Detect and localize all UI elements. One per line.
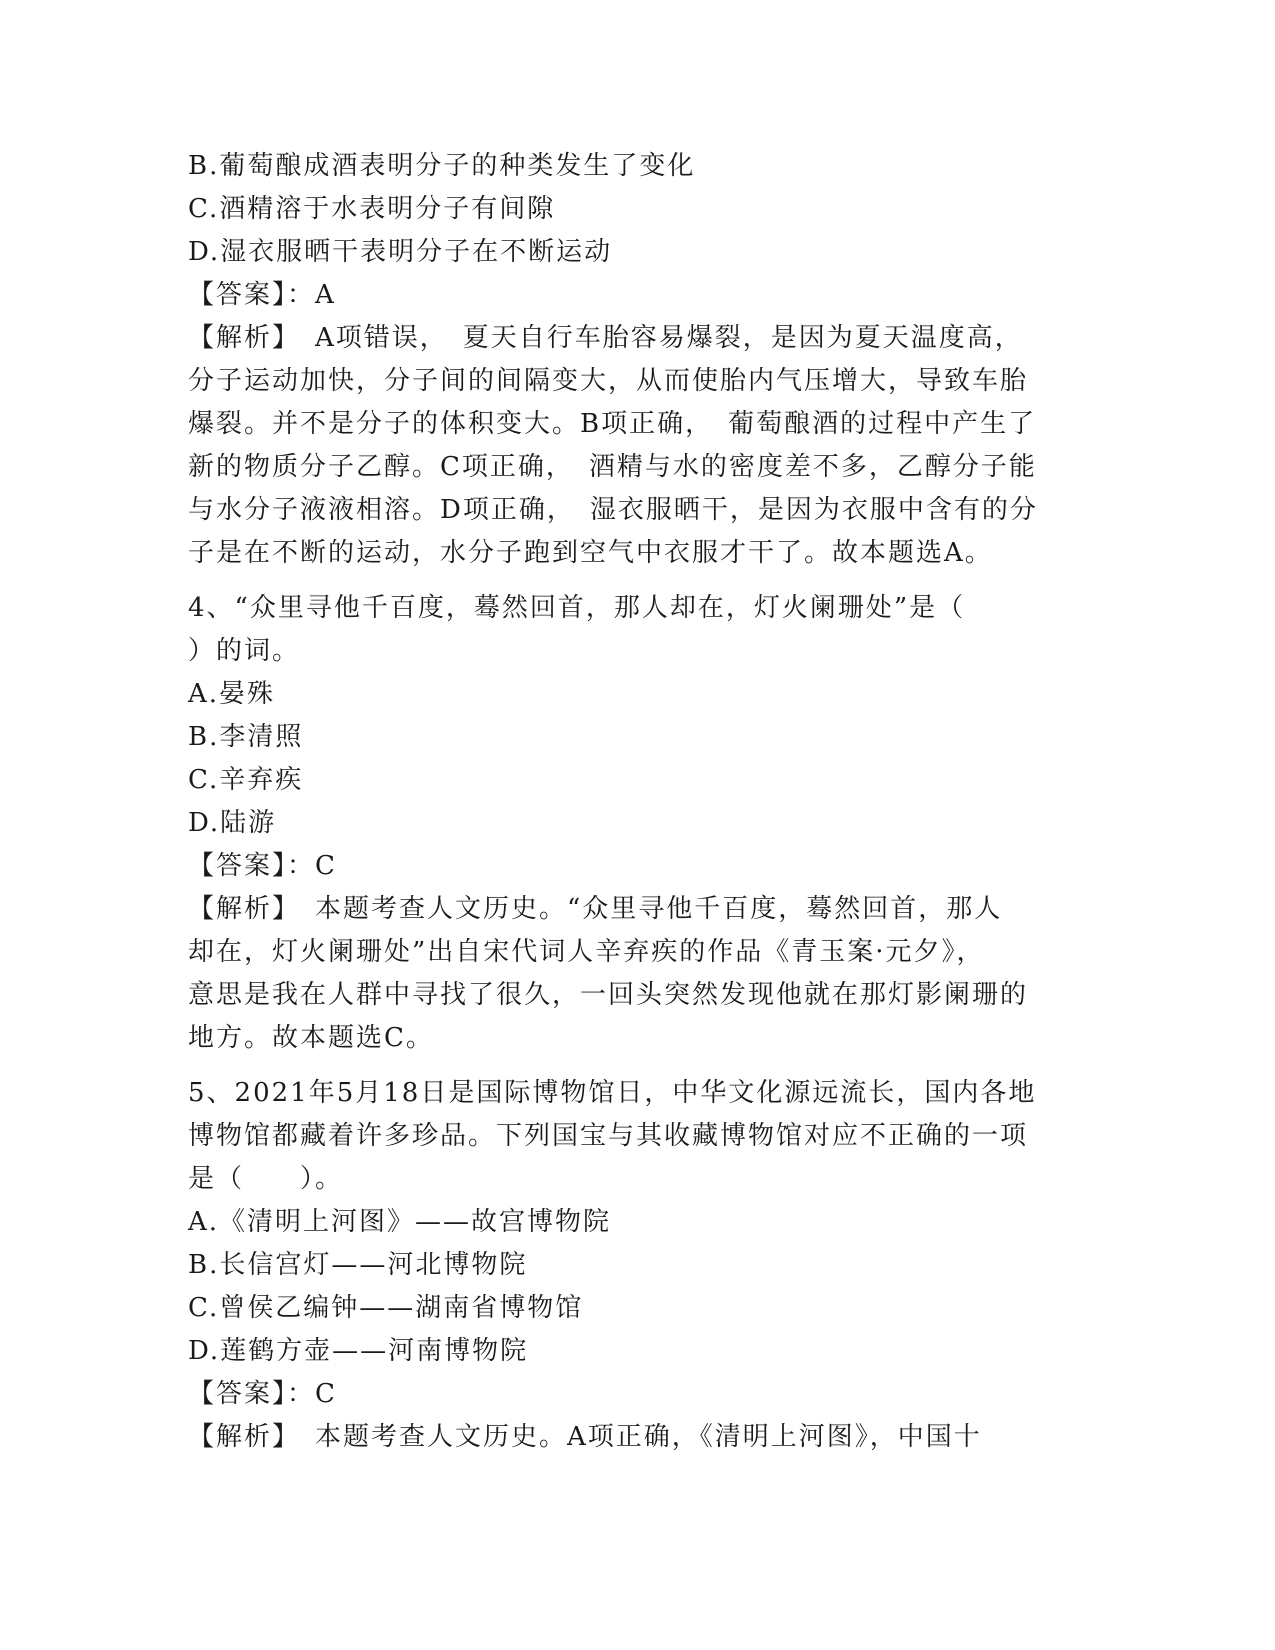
option-b: B.葡萄酿成酒表明分子的种类发生了变化 bbox=[188, 151, 696, 181]
analysis-line: 分子运动加快，分子间的间隔变大，从而使胎内气压增大，导致车胎 bbox=[188, 366, 1029, 396]
analysis-line: 爆裂。并不是分子的体积变大。B项正确， 葡萄酿酒的过程中产生了 bbox=[188, 409, 1037, 439]
answer: 【答案】：A bbox=[188, 280, 336, 310]
analysis-line: 子是在不断的运动，水分子跑到空气中衣服才干了。故本题选A。 bbox=[188, 538, 993, 568]
option-b: B.李清照 bbox=[188, 722, 304, 752]
question-3 bbox=[188, 145, 1068, 575]
analysis-line: 地方。故本题选C。 bbox=[188, 1023, 434, 1053]
option-d: D.莲鹤方壶——河南博物院 bbox=[188, 1336, 529, 1366]
option-d: D.湿衣服晒干表明分子在不断运动 bbox=[188, 237, 613, 267]
analysis-line: 【解析】 本题考查人文历史。A项正确，《清明上河图》，中国十 bbox=[188, 1422, 982, 1452]
document-content bbox=[188, 145, 1068, 1459]
answer: 【答案】：C bbox=[188, 1379, 337, 1409]
question-stem: 博物馆都藏着许多珍品。下列国宝与其收藏博物馆对应不正确的一项 bbox=[188, 1121, 1029, 1151]
question-stem: 4、“众里寻他千百度，蓦然回首，那人却在，灯火阑珊处”是（ bbox=[188, 593, 966, 623]
analysis-line: 意思是我在人群中寻找了很久，一回头突然发现他就在那灯影阑珊的 bbox=[188, 980, 1029, 1010]
question-4 bbox=[188, 587, 1068, 1060]
option-c: C.曾侯乙编钟——湖南省博物馆 bbox=[188, 1293, 584, 1323]
answer: 【答案】：C bbox=[188, 851, 337, 881]
spacer bbox=[188, 1060, 1068, 1072]
option-c: C.辛弃疾 bbox=[188, 765, 304, 795]
analysis-line: 【解析】 A项错误， 夏天自行车胎容易爆裂，是因为夏天温度高， bbox=[188, 323, 1023, 353]
option-a: A.《清明上河图》——故宫博物院 bbox=[188, 1207, 612, 1237]
option-c: C.酒精溶于水表明分子有间隙 bbox=[188, 194, 556, 224]
question-stem: ）的词。 bbox=[188, 636, 301, 666]
option-b: B.长信宫灯——河北博物院 bbox=[188, 1250, 528, 1280]
question-5 bbox=[188, 1072, 1068, 1459]
analysis-line: 与水分子液液相溶。D项正确， 湿衣服晒干，是因为衣服中含有的分 bbox=[188, 495, 1038, 525]
spacer bbox=[188, 575, 1068, 587]
option-a: A.晏殊 bbox=[188, 679, 276, 709]
question-stem: 是（ ）。 bbox=[188, 1164, 344, 1194]
analysis-line: 却在，灯火阑珊处”出自宋代词人辛弃疾的作品《青玉案·元夕》， bbox=[188, 937, 985, 967]
option-d: D.陆游 bbox=[188, 808, 277, 838]
question-stem: 5、2021年5月18日是国际博物馆日，中华文化源远流长，国内各地 bbox=[188, 1078, 1037, 1108]
analysis-line: 新的物质分子乙醇。C项正确， 酒精与水的密度差不多，乙醇分子能 bbox=[188, 452, 1037, 482]
analysis-line: 【解析】 本题考查人文历史。“众里寻他千百度，蓦然回首，那人 bbox=[188, 894, 1003, 924]
